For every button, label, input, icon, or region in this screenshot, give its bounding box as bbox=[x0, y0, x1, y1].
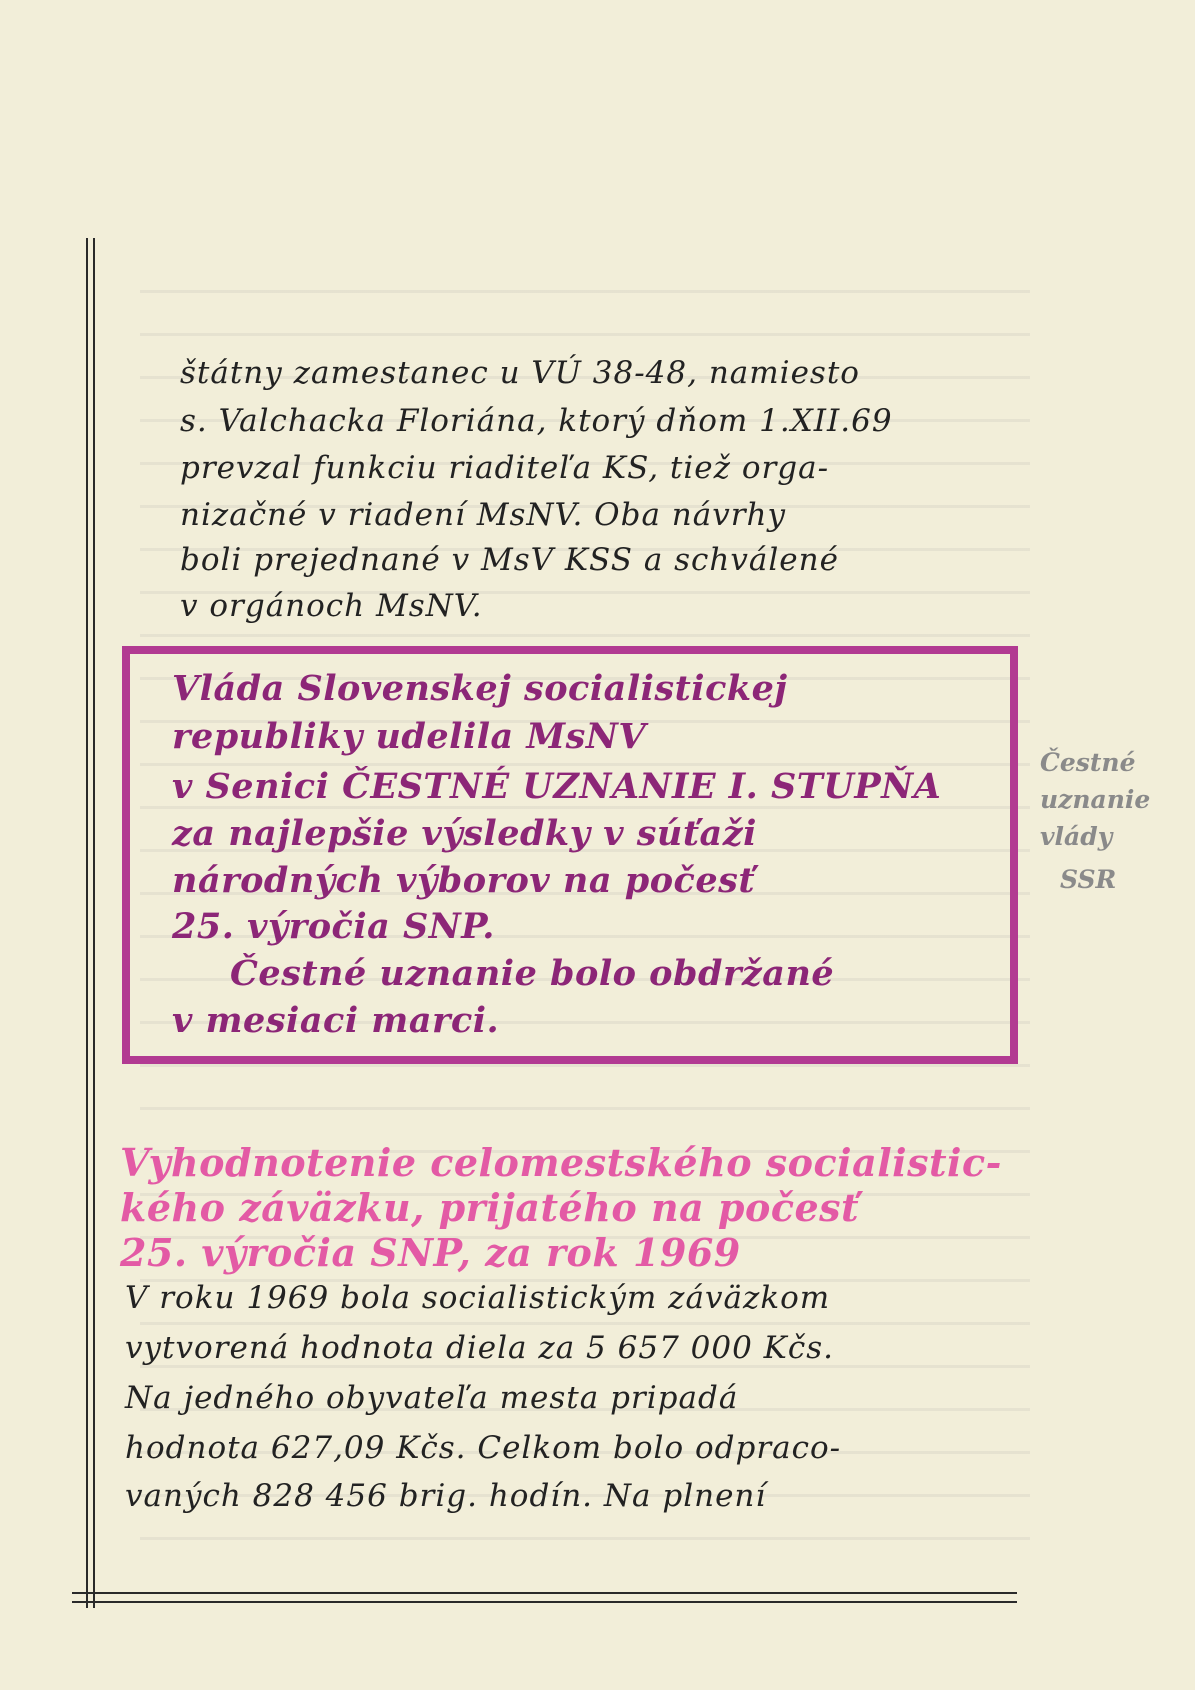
bottom-rule-lower bbox=[72, 1601, 1017, 1603]
margin-rule-inner bbox=[93, 238, 95, 1608]
note-line: SSR bbox=[1060, 865, 1117, 894]
heading-line: Vyhodnotenie celomestského socialistic- bbox=[120, 1140, 1002, 1185]
text-line: vytvorená hodnota diela za 5 657 000 Kčs. bbox=[125, 1330, 834, 1366]
heading-line: 25. výročia SNP, za rok 1969 bbox=[120, 1230, 741, 1275]
text-line: boli prejednané v MsV KSS a schválené bbox=[180, 542, 839, 578]
award-line: národných výborov na počesť bbox=[172, 860, 755, 901]
text-line: vaných 828 456 brig. hodín. Na plnení bbox=[125, 1478, 767, 1514]
text-line: nizačné v riadení MsNV. Oba návrhy bbox=[180, 497, 787, 533]
note-line: Čestné bbox=[1040, 748, 1136, 777]
text-line: hodnota 627,09 Kčs. Celkom bolo odpraco- bbox=[125, 1430, 842, 1466]
heading-line: kého záväzku, prijatého na počesť bbox=[120, 1185, 860, 1230]
note-line: vlády bbox=[1040, 822, 1113, 851]
text-line: V roku 1969 bola socialistickým záväzkom bbox=[125, 1280, 831, 1316]
margin-rule-outer bbox=[86, 238, 88, 1608]
award-line: Čestné uznanie bolo obdržané bbox=[230, 953, 835, 994]
award-line: za najlepšie výsledky v súťaži bbox=[172, 813, 757, 854]
award-line: republiky udelila MsNV bbox=[172, 716, 646, 757]
award-line: Vláda Slovenskej socialistickej bbox=[172, 668, 788, 709]
bottom-rule-upper bbox=[72, 1592, 1017, 1594]
award-line: v Senici ČESTNÉ UZNANIE I. STUPŇA bbox=[172, 766, 942, 807]
text-line: prevzal funkciu riaditeľa KS, tiež orga- bbox=[180, 450, 830, 486]
note-line: uznanie bbox=[1040, 785, 1151, 814]
award-line: 25. výročia SNP. bbox=[172, 906, 495, 947]
award-line: v mesiaci marci. bbox=[172, 1000, 500, 1041]
text-line: s. Valchacka Floriána, ktorý dňom 1.XII.69 bbox=[180, 403, 893, 439]
text-line: Na jedného obyvateľa mesta pripadá bbox=[125, 1380, 739, 1416]
text-line: v orgánoch MsNV. bbox=[180, 588, 483, 624]
text-line: štátny zamestanec u VÚ 38-48, namiesto bbox=[180, 355, 860, 391]
